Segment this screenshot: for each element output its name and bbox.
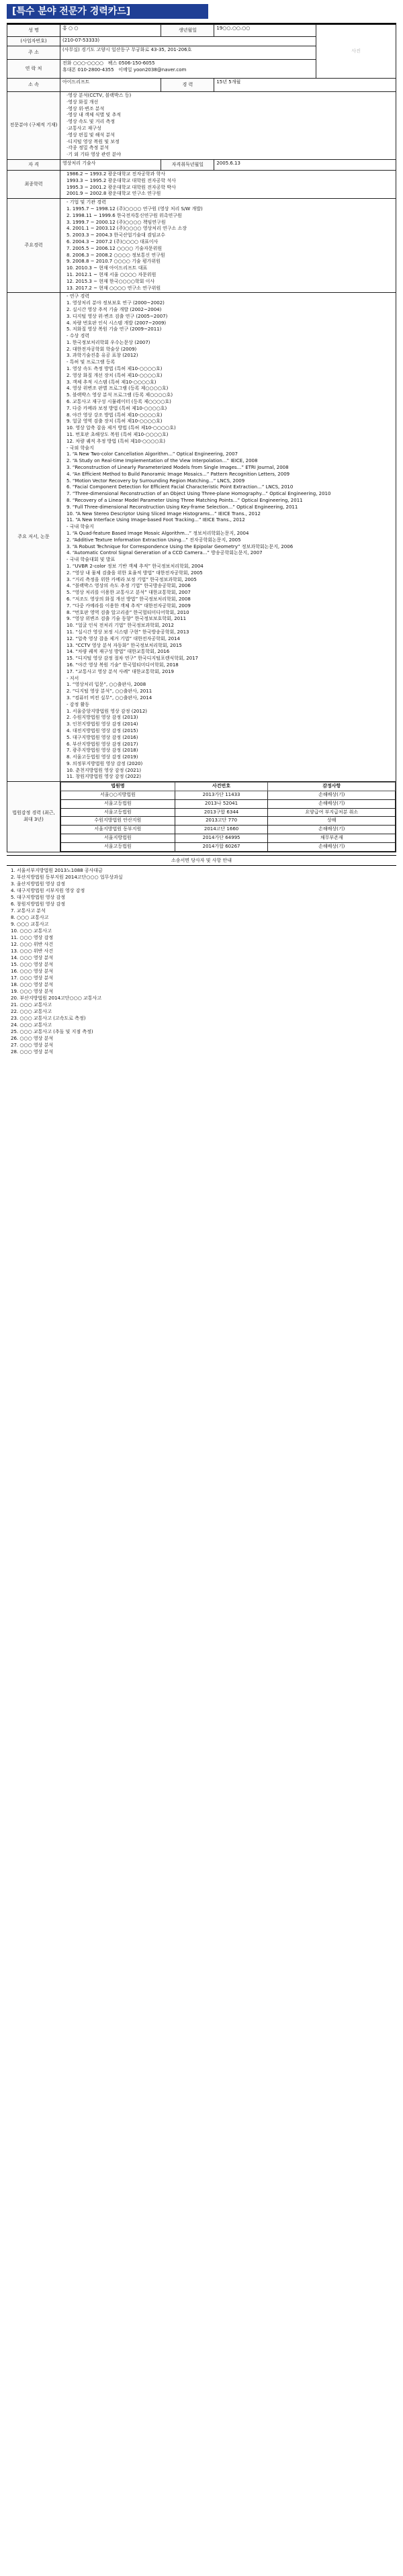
paper-item: 1. “A Quad-feature Based Image Mosaic Algorithm...” 정보처리학회논문지, 2004: [66, 531, 249, 536]
career-label: 주요경력: [7, 199, 60, 293]
paper-item: 4. 대전지방법원 영상 감정 (2015): [66, 727, 138, 734]
paper-item: 7. “Three-dimensional Reconstruction of an Object Using Three-plane Homography...” Optical Engineering, 2010: [66, 491, 331, 497]
paper-item: 2. 실시간 영상 추적 기술 개발 (2002~2004): [66, 306, 162, 312]
specialty-list: [60, 92, 396, 160]
paper-item: 3. “거리 측정을 위한 카메라 보정 기법” 한국정보과학회, 2005: [66, 576, 197, 582]
notice-item: 16. ○○○ 영상 분석: [11, 968, 54, 974]
contact-label: 연 락 처: [7, 60, 60, 79]
table-row: [61, 808, 396, 817]
paper-item: 2. “디지털 영상 분석”, ○○출판사, 2011: [66, 689, 152, 695]
career-item: 7. 2005.5 ~ 2006.12 ○○○○ 기술자문위원: [66, 245, 163, 251]
paper-item: 3. “Reconstruction of Linearly Parameterized Models from Single Images...” ETRI Journal, 2008: [66, 465, 289, 471]
notice-item: 17. ○○○ 영상 분석: [11, 975, 54, 981]
cases-header: 감정사항: [268, 783, 396, 791]
education-item: 1986.2 ~ 1993.2 광운대학교 전자공학과 학사: [66, 171, 166, 177]
career-item: 12. 2015.3 ~ 현재 한국○○○○학회 이사: [66, 278, 155, 284]
career-item: 10. 2010.3 ~ 현재 아이드리프트 대표: [66, 265, 148, 271]
paper-item: 11. 창원지방법원 영상 감정 (2022): [66, 774, 141, 780]
papers-list: [60, 293, 396, 782]
paper-item: 5. 블랙박스 영상 분석 프로그램 (등록 제○○○○호): [66, 392, 173, 398]
table-row: [61, 834, 396, 843]
paper-item: - 연구 경력: [66, 294, 90, 300]
paper-item: 1. “A New Two-color Cancellation Algorithm...” Optical Engineering, 2007: [66, 451, 238, 457]
education-item: 1995.3 ~ 2001.2 광운대학교 대학원 전자공학 박사: [66, 184, 176, 190]
table-cell: 채무부존재: [268, 834, 396, 843]
notice-item: 9. ○○○ 교통사고: [11, 921, 49, 927]
paper-item: 5. 저화질 영상 복원 기술 연구 (2009~2011): [66, 326, 162, 332]
paper-item: - 국외 학술지: [66, 445, 94, 451]
paper-item: 2. 영상 화질 개선 장치 (특허 제10-○○○○호): [66, 372, 163, 378]
career-table: [7, 24, 396, 852]
phone-value: (210-07-53333): [60, 37, 316, 46]
notice-item: 19. ○○○ 영상 분석: [11, 988, 54, 994]
notice-item: 24. ○○○ 교통사고: [11, 1022, 52, 1028]
paper-item: 12. 차량 궤적 추정 방법 (특허 제10-○○○○호): [66, 438, 165, 444]
table-row: [61, 817, 396, 826]
paper-item: 9. 의정부지방법원 영상 감정 (2020): [66, 760, 143, 766]
specialty-item: ·영상 위·변조 분석: [66, 105, 105, 112]
paper-item: 8. 야간 영상 강조 방법 (특허 제10-○○○○호): [66, 412, 163, 418]
notice-item: 12. ○○○ 위반 사건: [11, 941, 54, 947]
paper-item: 4. “Automatic Control Signal Generation of a CCD Camera...” 방송공학회논문지, 2007: [66, 550, 263, 556]
cert-label: 자 격: [7, 159, 60, 170]
paper-item: 2. “영상 내 물체 검출을 위한 효율적 방법” 대한전자공학회, 2005: [66, 570, 203, 576]
contact-row: 전화 ○○○-○○○○ 팩스 0506-150-6055: [62, 60, 155, 66]
table-cell: 2013고단 770: [175, 817, 268, 826]
notice-item: 26. ○○○ 영상 분석: [11, 1035, 54, 1041]
paper-item: 9. “영상 위변조 검출 기술 동향” 한국정보보호학회, 2011: [66, 616, 187, 622]
table-cell: 서울고등법원: [61, 842, 175, 851]
paper-item: 3. 객체 추적 시스템 (특허 제10-○○○○호): [66, 379, 156, 385]
specialty-item: ·기 외 기타 영상 관련 분야: [66, 152, 121, 158]
notice-section: [7, 855, 396, 1055]
birth-label: 생년월일: [161, 25, 214, 37]
career-item: 11. 2012.1 ~ 현재 서울 ○○○○ 자문위원: [66, 271, 156, 277]
specialty-item: ·디지털 영상 복원 및 보정: [66, 138, 120, 144]
paper-item: 16. “야간 영상 복원 기술” 한국멀티미디어학회, 2018: [66, 662, 179, 668]
notice-item: 3. 울산지방법원 영상 감정: [11, 881, 65, 887]
paper-item: - 국내 학술지: [66, 524, 94, 530]
table-cell: 2014고단 1660: [175, 826, 268, 834]
notice-item: 5. 대구지방법원 영상 감정: [11, 894, 65, 900]
table-row: [61, 826, 396, 834]
notice-item: 7. 교통사고 분석: [11, 907, 46, 914]
paper-item: 11. “A New Interface Using Image-based Foot Tracking...” IEICE Trans., 2012: [66, 517, 245, 523]
notice-item: 15. ○○○ 영상 분석: [11, 961, 54, 967]
paper-item: 15. “디지털 영상 감정 절차 연구” 한국디지털포렌식학회, 2017: [66, 656, 199, 662]
paper-item: 3. “컴퓨터 비전 실무”, ○○출판사, 2014: [66, 695, 152, 701]
cases-header: 법원명: [61, 783, 175, 791]
table-cell: 상해: [268, 817, 396, 826]
address-value: (사무실) 경기도 고양시 일산동구 무궁화로 43-35, 201-206호: [60, 46, 316, 60]
career-item: 5. 2003.3 ~ 2004.3 한국산업기술대 겸임교수: [66, 232, 166, 238]
cases-table: [60, 782, 396, 851]
grade-label: 경 력: [161, 79, 214, 92]
paper-item: 4. 차량 번호판 인식 시스템 개발 (2007~2009): [66, 320, 167, 326]
career-item: 6. 2004.3 ~ 2007.2 (주)○○○○ 대표이사: [66, 238, 159, 245]
career-item: - 기업 및 기관 경력: [66, 199, 106, 206]
cases-label: 법원감정 경력 (최근, 최대 3년): [7, 782, 60, 852]
paper-item: 5. “영상 처리를 이용한 교통사고 분석” 대한교통학회, 2007: [66, 590, 191, 596]
table-cell: 서울지방법원 동부지원: [61, 826, 175, 834]
table-cell: 손해배상(기): [268, 799, 396, 808]
table-cell: 서울고등법원: [61, 799, 175, 808]
notice-head: 소송서면 당사자 및 사항 안내: [7, 855, 396, 866]
notice-item: 4. 대구지방법원 서부지원 영상 감정: [11, 887, 85, 893]
paper-item: 5. “Motion Vector Recovery by Surrounding Region Matching...” LNCS, 2009: [66, 478, 245, 484]
table-cell: 2014가단 64995: [175, 834, 268, 843]
cert-date-value: 2005.6.13: [214, 159, 396, 170]
table-row: [61, 791, 396, 800]
cases-header: 사건번호: [175, 783, 268, 791]
paper-item: 12. “압축 영상 잡음 제거 기법” 대한전자공학회, 2014: [66, 635, 180, 641]
paper-item: 3. 디지털 영상 위·변조 검출 연구 (2005~2007): [66, 313, 168, 319]
paper-item: 9. “Full Three-dimensional Reconstruction Using Key-frame Selection...” Optical Engineering, 2011: [66, 504, 298, 510]
notice-item: 27. ○○○ 영상 분석: [11, 1042, 54, 1048]
cert-date-label: 자격취득년월일: [161, 159, 214, 170]
paper-item: 1. 영상 속도 측정 방법 (특허 제10-○○○○호): [66, 366, 163, 372]
page-title: [특수 분야 전문가 경력카드]: [7, 4, 208, 19]
table-row: [61, 799, 396, 808]
table-cell: 요양급여 부지급처분 취소: [268, 808, 396, 817]
paper-item: 6. 부산지방법원 영상 감정 (2017): [66, 741, 138, 747]
paper-item: 1. 영상처리 분야 정보보호 연구 (2000~2002): [66, 300, 165, 306]
notice-item: 22. ○○○ 교통사고: [11, 1008, 52, 1014]
notice-item: 11. ○○○ 영상 감정: [11, 934, 54, 940]
career-item: 13. 2017.2 ~ 현재 ○○○○ 연구소 연구위원: [66, 285, 161, 291]
notice-item: 21. ○○○ 교통사고: [11, 1002, 52, 1008]
table-cell: 손해배상(기): [268, 826, 396, 834]
table-cell: 서울지방법원: [61, 834, 175, 843]
grade-value: 15년 5개월: [214, 79, 396, 92]
table-cell: 2013나 52041: [175, 799, 268, 808]
paper-item: 3. “A Robust Technique for Correspondence Using the Epipolar Geometry” 정보과학회논문지, 2006: [66, 543, 294, 549]
notice-item: 20. 부산지방법원 2014고단○○○ 교통사고: [11, 995, 102, 1001]
paper-item: 8. 서울고등법원 영상 감정 (2019): [66, 754, 138, 760]
career-item: 9. 2008.8 ~ 2010.7 ○○○○ 기술 평가위원: [66, 259, 161, 265]
paper-item: 7. “다중 카메라를 이용한 객체 추적” 대한전자공학회, 2009: [66, 603, 191, 609]
notice-item: 13. ○○○ 위반 사건: [11, 948, 54, 954]
paper-item: 8. “번호판 영역 검출 알고리즘” 한국멀티미디어학회, 2010: [66, 609, 189, 615]
table-cell: 손해배상(기): [268, 842, 396, 851]
notice-item: 8. ○○○ 교통사고: [11, 914, 49, 920]
name-value: 홍 ○ ○: [60, 25, 161, 37]
paper-item: 6. 교통사고 재구성 시뮬레이터 (등록 제○○○○호): [66, 399, 171, 405]
career-card: [7, 23, 396, 1055]
table-cell: 2013가단 11433: [175, 791, 268, 800]
paper-item: 7. 광주지방법원 영상 감정 (2018): [66, 748, 138, 754]
cases-cell: [60, 782, 396, 852]
notice-item: 14. ○○○ 영상 분석: [11, 954, 54, 961]
paper-item: 4. “An Efficient Method to Build Panoramic Image Mosaics...” Pattern Recognition Letters, 2009: [66, 471, 290, 477]
paper-item: 1. 한국정보처리학회 우수논문상 (2007): [66, 339, 150, 345]
papers-label: 주요 저서, 논문: [7, 293, 60, 782]
birth-value: 19○○.○○.○○: [214, 25, 316, 37]
paper-item: - 수상 경력: [66, 333, 90, 339]
paper-item: 3. 인천지방법원 영상 감정 (2014): [66, 721, 138, 727]
paper-item: 2. “A Study on Real-time Implementation of the View Interpolation...” IEICE, 2008: [66, 458, 258, 464]
career-list: [60, 199, 396, 293]
paper-item: 8. “Recovery of a Linear Model Parameter Using Three Matching Points...” Optical Engineering, 2011: [66, 498, 303, 504]
paper-item: - 감정 활동: [66, 701, 90, 707]
specialty-item: ·영상 분석(CCTV, 블랙박스 등): [66, 93, 132, 98]
paper-item: 1. “UVBR 2-color 정보 기반 객체 추적” 한국정보처리학회, 2004: [66, 563, 204, 569]
paper-item: 10. 춘천지방법원 영상 감정 (2021): [66, 767, 141, 773]
paper-item: 1. 서울중앙지방법원 영상 감정 (2012): [66, 708, 147, 714]
career-item: 3. 1999.7 ~ 2000.12 (주)○○○○ 책임연구원: [66, 219, 166, 225]
notice-item: 18. ○○○ 영상 분석: [11, 981, 54, 987]
paper-item: 2. 수원지방법원 영상 감정 (2013): [66, 715, 138, 721]
gender-label: (사업자번호): [7, 37, 60, 46]
career-item: 1. 1995.7 ~ 1998.12 (주)○○○○ 연구원 (영상 처리 S/W 개발): [66, 206, 203, 212]
address-label: 주 소: [7, 46, 60, 60]
paper-item: 10. “A New Stereo Descriptor Using Sliced Image Histograms...” IEICE Trans., 2012: [66, 510, 261, 517]
paper-item: 10. “얼굴 인식 전처리 기법” 한국정보과학회, 2012: [66, 623, 174, 629]
paper-item: 13. “CCTV 영상 분석 자동화” 한국정보처리학회, 2015: [66, 642, 182, 648]
education-label: 최종학력: [7, 170, 60, 198]
notice-item: 1. 서울서부지방법원 2013노1088 공사대금: [11, 867, 103, 873]
table-cell: 2014가합 60267: [175, 842, 268, 851]
cert-value: 영상처리 기술사: [60, 159, 161, 170]
table-cell: 손해배상(기): [268, 791, 396, 800]
career-item: 4. 2001.1 ~ 2003.12 (주)○○○○ 영상처리 연구소 소장: [66, 226, 187, 232]
paper-item: 6. “저조도 영상의 화질 개선 방법” 한국정보처리학회, 2008: [66, 596, 191, 602]
education-item: 2001.9 ~ 2002.8 광운대학교 연구소 연구원: [66, 191, 161, 197]
name-label: 성 명: [7, 25, 60, 37]
paper-item: 4. “블랙박스 영상의 속도 추정 기법” 한국방송공학회, 2006: [66, 583, 191, 589]
paper-item: 3. 과학기술진흥 유공 표창 (2012): [66, 353, 138, 359]
photo-placeholder: 사진: [316, 25, 396, 79]
paper-item: 2. 대한전자공학회 학술상 (2009): [66, 346, 137, 352]
paper-item: 9. 얼굴 영역 검출 장치 (특허 제10-○○○○호): [66, 418, 163, 425]
education-item: 1993.3 ~ 1995.2 광운대학교 대학원 전자공학 석사: [66, 177, 176, 183]
table-cell: 서울○○지방법원: [61, 791, 175, 800]
career-item: 2. 1998.11 ~ 1999.6 한국전자통신연구원 위촉연구원: [66, 212, 182, 218]
paper-item: 14. “차량 궤적 재구성 방법” 대한교통학회, 2016: [66, 649, 170, 655]
paper-item: 17. “교통사고 영상 분석 사례” 대한교통학회, 2019: [66, 668, 174, 674]
specialty-item: ·영상 속도 및 거리 측정: [66, 119, 115, 125]
paper-item: 7. 다중 카메라 보정 방법 (특허 제10-○○○○호): [66, 405, 167, 411]
paper-item: 2. “Additive Texture Information Extraction Using...” 전자공학회논문지, 2005: [66, 537, 241, 543]
paper-item: - 특허 및 프로그램 등록: [66, 359, 116, 365]
affil-label: 소 속: [7, 79, 60, 92]
affil-value: 아이드리프트: [60, 79, 161, 92]
paper-item: 10. 영상 압축 잡음 제거 방법 (특허 제10-○○○○호): [66, 425, 176, 431]
notice-item: 10. ○○○ 교통사고: [11, 928, 52, 934]
paper-item: 5. 대구지방법원 영상 감정 (2016): [66, 734, 138, 740]
specialty-item: ·각종 정밀 측정 분석: [66, 145, 109, 151]
paper-item: - 저서: [66, 675, 79, 681]
specialty-label: 전문분야 (구체적 기재): [7, 92, 60, 160]
specialty-item: ·교통사고 재구성: [66, 125, 101, 131]
career-item: 8. 2006.3 ~ 2008.2 ○○○○ 정보통신 연구원: [66, 252, 165, 258]
table-cell: 수원지방법원 안산지원: [61, 817, 175, 826]
contact-row: 휴대폰 010-2800-4355 이메일 yoon2038@naver.com: [62, 66, 187, 73]
paper-item: 11. “실시간 영상 보정 시스템 구현” 한국방송공학회, 2013: [66, 629, 189, 635]
paper-item: - 국내 학술대회 및 발표: [66, 557, 116, 563]
specialty-item: ·영상 화질 개선: [66, 99, 99, 105]
paper-item: 1. “영상처리 입문”, ○○출판사, 2008: [66, 682, 146, 688]
notice-item: 23. ○○○ 교통사고 (고속도로 측정): [11, 1015, 86, 1021]
specialty-item: ·영상 내 객체 식별 및 추적: [66, 112, 121, 118]
paper-item: 4. 영상 위변조 판별 프로그램 (등록 제○○○○호): [66, 386, 169, 392]
paper-item: 11. 번호판 초해상도 복원 (특허 제10-○○○○호): [66, 432, 169, 438]
education-list: [60, 170, 396, 198]
paper-item: 6. “Facial Component Detection for Efficient Facial Characteristic Point Extraction...” LNCS, 2010: [66, 484, 294, 490]
notice-item: 28. ○○○ 영상 분석: [11, 1049, 54, 1055]
table-cell: 2013구합 6344: [175, 808, 268, 817]
contact-cell: [60, 60, 316, 79]
table-row: [61, 842, 396, 851]
specialty-item: ·영상 편집 및 해석 분석: [66, 132, 115, 138]
notice-item: 2. 부산지방법원 동부지원 2014고단○○○ 업무상과실: [11, 874, 123, 880]
notice-item: 6. 창원지방법원 영상 감정: [11, 901, 65, 907]
table-cell: 서울고등법원: [61, 808, 175, 817]
notice-item: 25. ○○○ 교통사고 (추돌 및 지점 측정): [11, 1028, 93, 1034]
